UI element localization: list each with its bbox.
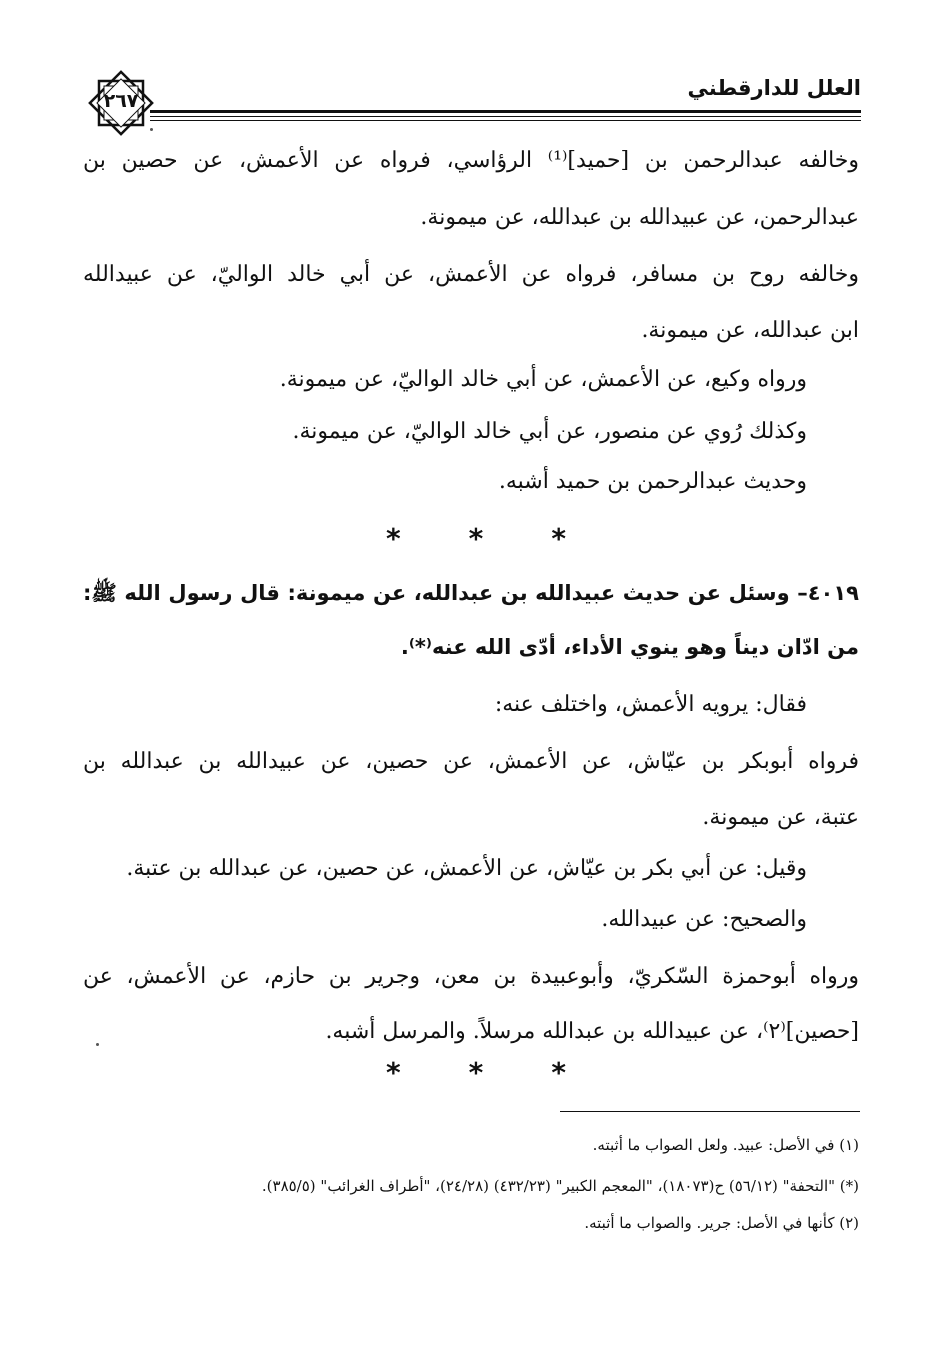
footnote-rule (560, 1111, 860, 1112)
scan-speck (96, 1043, 99, 1046)
separator-star: * (551, 522, 566, 555)
body-line: فقال: يرويه الأعمش، واختلف عنه: (494, 692, 807, 717)
body-line: ورواه أبوحمزة السّكريّ، وأبوعبيدة بن معن، وجرير بن حازم، عن الأعمش، عن (83, 964, 859, 989)
separator-star: * (551, 1056, 566, 1089)
body-line: وخالفه عبدالرحمن بن [حميد]⁽¹⁾ الرؤاسي، فرواه عن الأعمش، عن حصين بن (83, 148, 859, 173)
body-line: [حصين]⁽٢⁾، عن عبيدالله بن عبدالله مرسلاً. والمرسل أشبه. (325, 1019, 859, 1044)
page-number-badge (86, 68, 156, 138)
footnote: (*) "التحفة" (٥٦/١٢) ح(١٨٠٧٣)، "المعجم الكبير" (٤٣٢/٢٣) (٢٤/٢٨)، "أطراف الغرائب" (٣٨٥/٥). (261, 1177, 859, 1195)
header-rule-thin (150, 116, 861, 117)
footnote: (١) في الأصل: عبيد. ولعل الصواب ما أثبته. (592, 1136, 859, 1154)
separator-star: * (386, 522, 401, 555)
separator-star: * (386, 1056, 401, 1089)
entry-heading-line: ٤٠١٩– وسئل عن حديث عبيدالله بن عبدالله، عن ميمونة: قال رسول الله ﷺ: (83, 581, 859, 605)
body-line: وقيل: عن أبي بكر بن عيّاش، عن الأعمش، عن حصين، عن عبدالله بن عتبة. (126, 856, 807, 881)
header-rule-thin-2 (150, 120, 861, 121)
body-line: وخالفه روح بن مسافر، فرواه عن الأعمش، عن أبي خالد الواليّ، عن عبيدالله (83, 262, 859, 287)
section-separator (386, 522, 566, 555)
body-line: وكذلك رُوي عن منصور، عن أبي خالد الواليّ، عن ميمونة. (292, 419, 807, 444)
body-line: ابن عبدالله، عن ميمونة. (641, 318, 859, 343)
page-number: ٢٦٧ (103, 90, 139, 112)
body-line: وحديث عبدالرحمن بن حميد أشبه. (498, 469, 807, 494)
separator-star: * (468, 522, 484, 555)
entry-heading-line: من ادّان ديناً وهو ينوي الأداء، أدّى الله عنه⁽*⁾. (400, 635, 859, 659)
body-line: والصحيح: عن عبيدالله. (601, 907, 807, 932)
body-line: عتبة، عن ميمونة. (702, 805, 859, 830)
footnote: (٢) كأنها في الأصل: جرير. والصواب ما أثبته. (584, 1214, 859, 1232)
header-rule-thick (150, 110, 861, 113)
section-separator (386, 1056, 566, 1089)
body-line: ورواه وكيع، عن الأعمش، عن أبي خالد الواليّ، عن ميمونة. (279, 367, 807, 392)
separator-star: * (468, 1056, 484, 1089)
running-header-title: العلل للدارقطني (687, 76, 861, 100)
scan-speck (150, 128, 153, 131)
body-line: عبدالرحمن، عن عبيدالله بن عبدالله، عن ميمونة. (420, 205, 859, 230)
body-line: فرواه أبوبكر بن عيّاش، عن الأعمش، عن حصين، عن عبيدالله بن عبدالله بن (83, 749, 859, 774)
